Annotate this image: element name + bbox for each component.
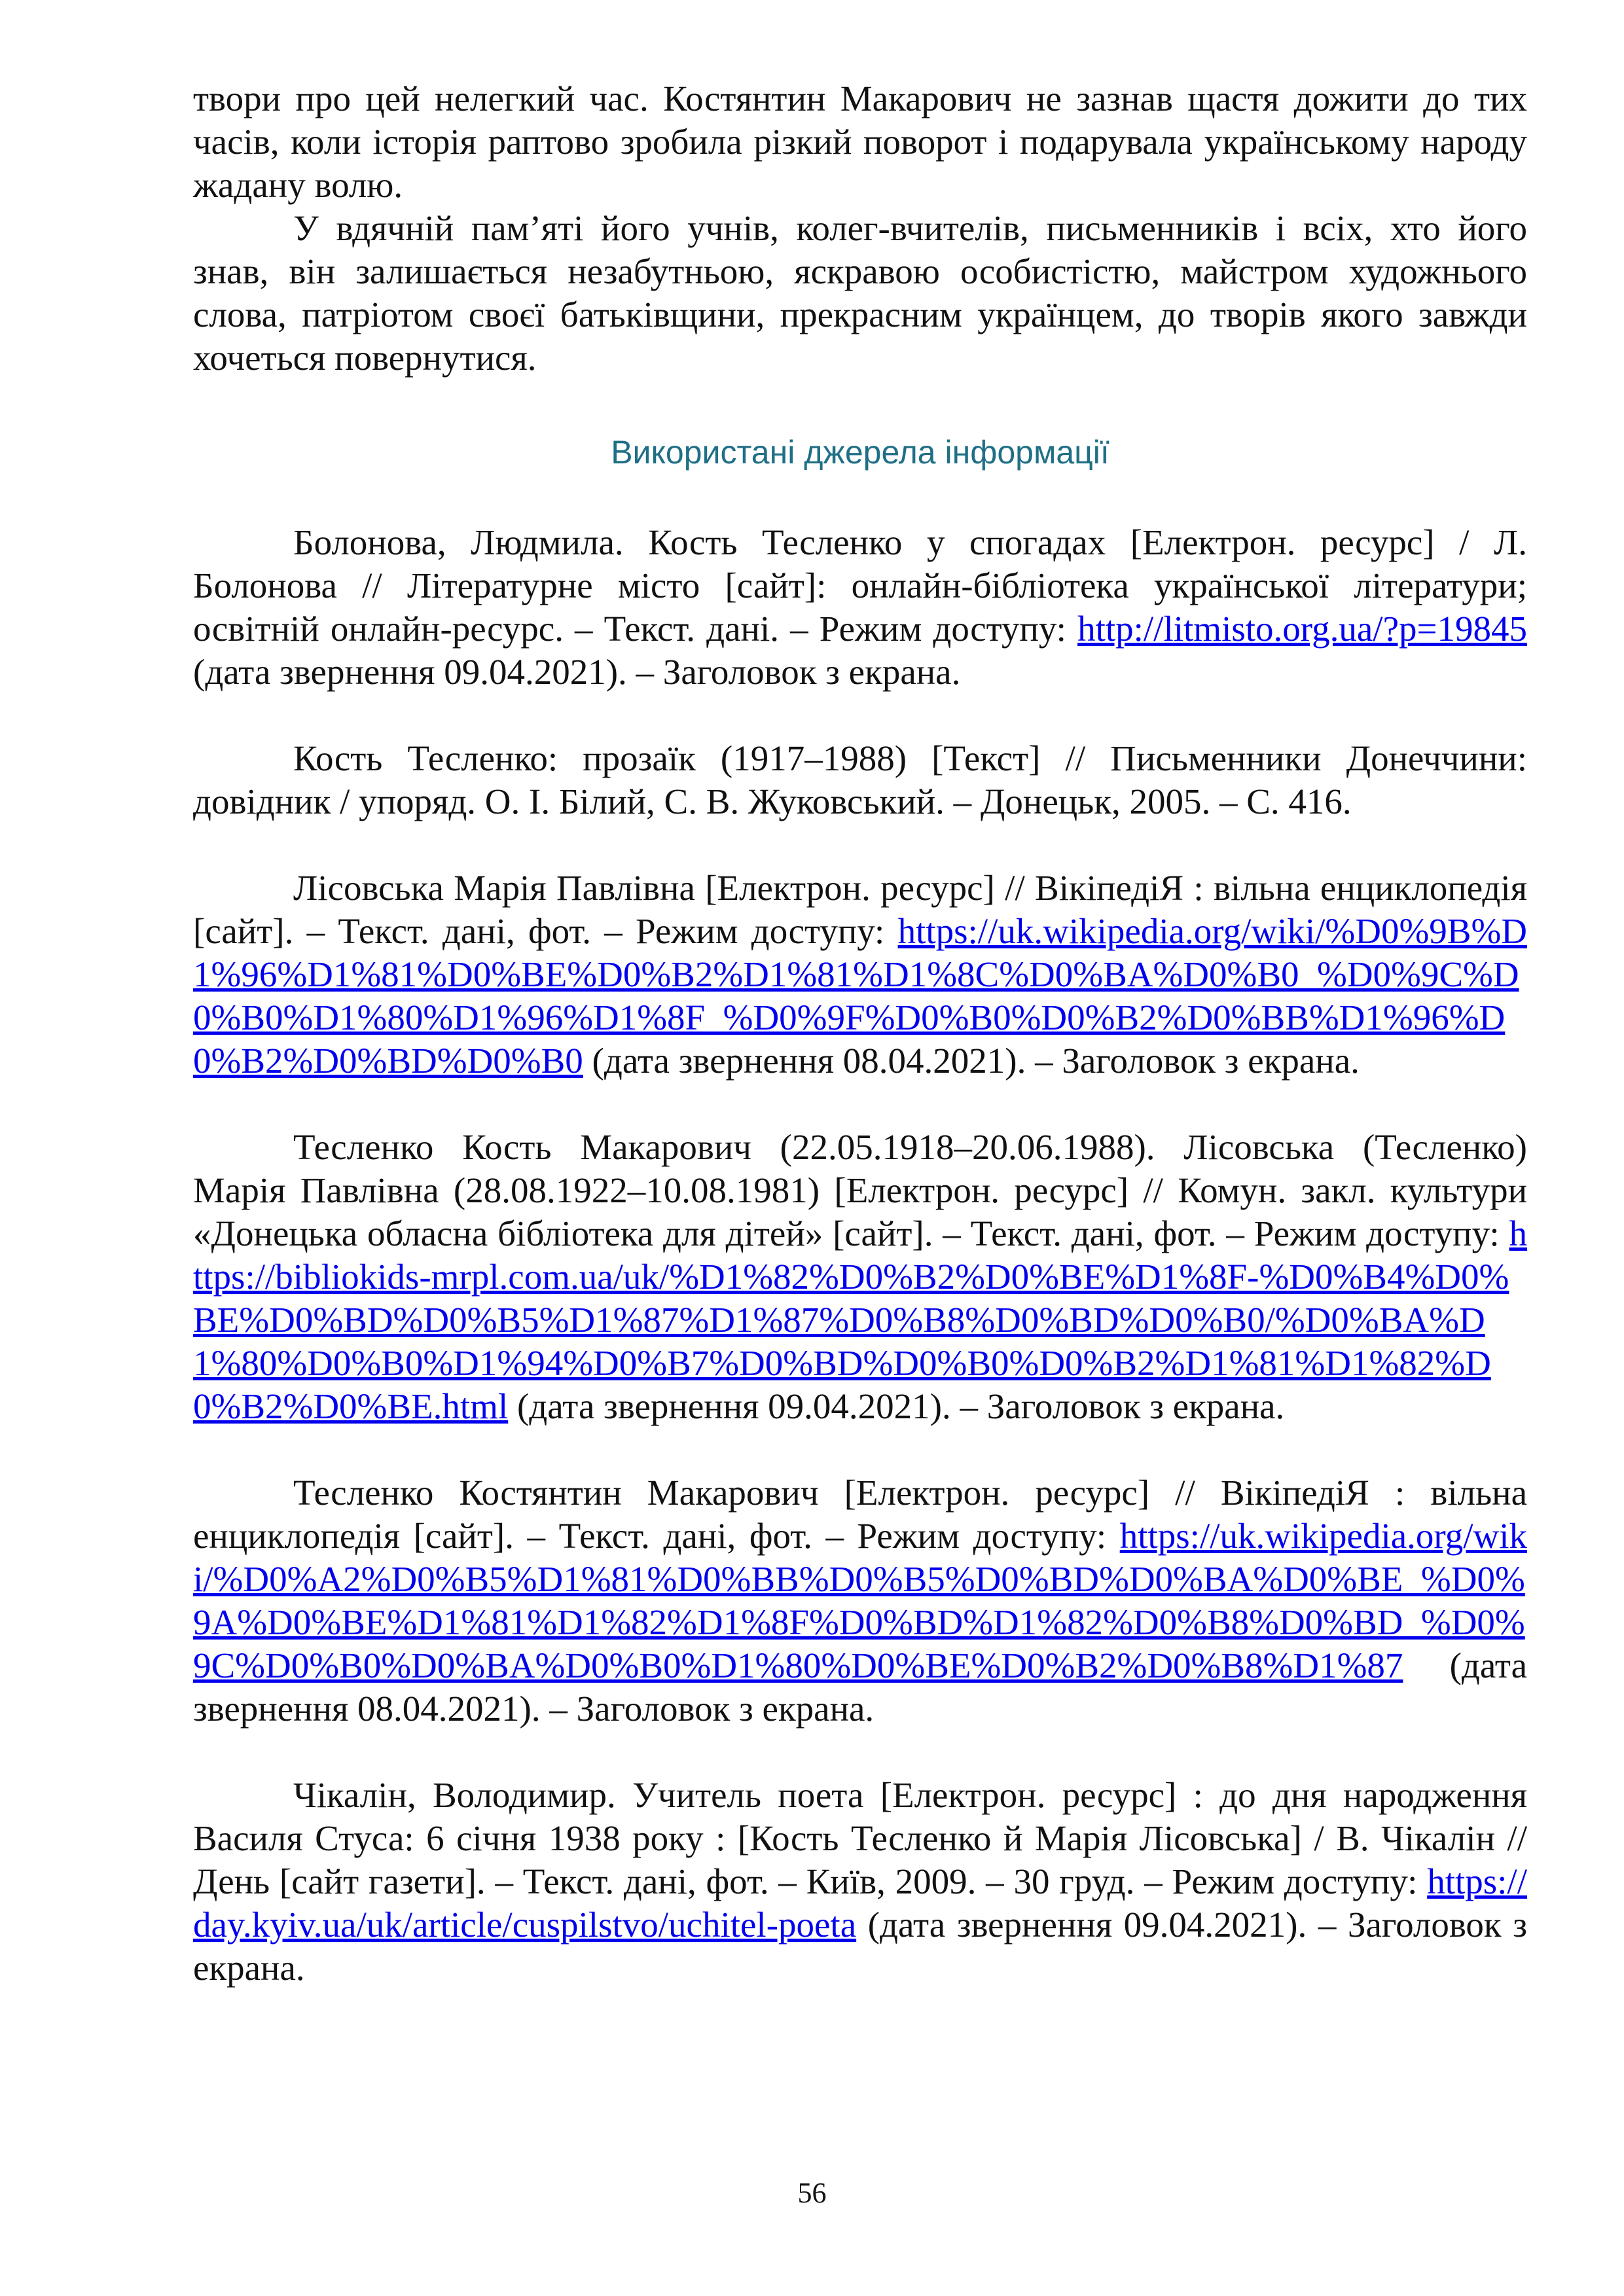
reference-text: Чікалін, Володимир. Учитель поета [Електрон. ресурс] : до дня народження Василя Стуса: 6 січня 1938 року : [Кость Тесленко й Марія Лісовська] / В. Чікалін // День [сайт газети]. – Текст. дані, фот. – Київ, 2009. – 30 груд. – Режим доступу: xyxy=(193,1775,1527,1901)
reference-item-5 xyxy=(193,1471,1527,1731)
reference-text: (дата звернення 08.04.2021). – Заголовок з екрана. xyxy=(193,1645,1527,1729)
reference-text: Кость Тесленко: прозаїк (1917–1988) [Текст] // Письменники Донеччини: довідник / упоряд. О. І. Білий, С. В. Жуковський. – Донецьк, 2005. – С. 416. xyxy=(193,738,1527,821)
reference-item-4 xyxy=(193,1126,1527,1428)
reference-link[interactable]: https://bibliokids-mrpl.com.ua/uk/%D1%82%D0%B2%D0%BE%D1%8F-%D0%B4%D0%BE%D0%BD%D0%B5%D1%87%D1%87%D0%B8%D0%BD%D0%B0/%D0%BA%D1%80%D0%B0%D1%94%D0%B7%D0%BD%D0%B0%D0%B2%D1%81%D1%82%D0%B2%D0%BE.html xyxy=(193,1213,1527,1426)
reference-text: (дата звернення 09.04.2021). – Заголовок з екрана. xyxy=(193,652,961,692)
reference-text: Тесленко Кость Макарович (22.05.1918–20.06.1988). Лісовська (Тесленко) Марія Павлівна (28.08.1922–10.08.1981) [Електрон. ресурс] // Комун. закл. культури «Донецька обласна бібліотека для дітей» [сайт]. – Текст. дані, фот. – Режим доступу: xyxy=(193,1127,1527,1253)
reference-text: Тесленко Костянтин Макарович [Електрон. ресурс] // ВікіпедіЯ : вільна енциклопедія [сайт]. – Текст. дані, фот. – Режим доступу: xyxy=(193,1473,1527,1556)
intro-paragraph-memory: У вдячній пам’яті його учнів, колег-вчителів, письменників і всіх, хто його знав, він залишається незабутньою, яскравою особистістю, майстром художнього слова, патріотом своєї батьківщини, прекрасним українцем, до творів якого завжди хочеться повернутися. xyxy=(193,208,1527,378)
reference-list xyxy=(193,521,1527,1990)
intro-paragraph-continuation: твори про цей нелегкий час. Костянтин Макарович не зазнав щастя дожити до тих часів, коли історія раптово зробила різкий поворот і подарувала українському народу жадану волю. xyxy=(193,79,1527,205)
reference-link[interactable]: https://day.kyiv.ua/uk/article/cuspilstvo/uchitel-poeta xyxy=(193,1861,1527,1945)
page-number: 56 xyxy=(797,2177,827,2209)
document-page xyxy=(193,77,1527,2033)
reference-text: (дата звернення 09.04.2021). – Заголовок з екрана. xyxy=(193,1905,1527,1988)
reference-item-3 xyxy=(193,867,1527,1083)
reference-link[interactable]: http://litmisto.org.ua/?p=19845 xyxy=(1077,609,1527,649)
reference-text: (дата звернення 08.04.2021). – Заголовок з екрана. xyxy=(583,1041,1360,1081)
reference-item-1 xyxy=(193,521,1527,694)
reference-link[interactable]: https://uk.wikipedia.org/wiki/%D0%9B%D1%96%D1%81%D0%BE%D0%B2%D1%81%D1%8C%D0%BA%D0%B0_%D0%9C%D0%B0%D1%80%D1%96%D1%8F_%D0%9F%D0%B0%D0%B2%D0%BB%D1%96%D0%B2%D0%BD%D0%B0 xyxy=(193,911,1527,1081)
reference-text: Болонова, Людмила. Кость Тесленко у спогадах [Електрон. ресурс] / Л. Болонова // Літературне місто [сайт]: онлайн-бібліотека української літератури; освітній онлайн-ресурс. – Текст. дані. – Режим доступу: xyxy=(193,522,1527,649)
reference-link[interactable]: https://uk.wikipedia.org/wiki/%D0%A2%D0%B5%D1%81%D0%BB%D0%B5%D0%BD%D0%BA%D0%BE_%D0%9A%D0%BE%D1%81%D1%82%D1%8F%D0%BD%D1%82%D0%B8%D0%BD_%D0%9C%D0%B0%D0%BA%D0%B0%D1%80%D0%BE%D0%B2%D0%B8%D1%87 xyxy=(193,1516,1527,1685)
reference-text: Лісовська Марія Павлівна [Електрон. ресурс] // ВікіпедіЯ : вільна енциклопедія [сайт]. – Текст. дані, фот. – Режим доступу: xyxy=(193,868,1527,951)
reference-item-2 xyxy=(193,737,1527,823)
reference-item-6 xyxy=(193,1774,1527,1990)
sources-heading: Використані джерела інформації xyxy=(611,434,1110,471)
reference-text: (дата звернення 09.04.2021). – Заголовок з екрана. xyxy=(508,1386,1285,1426)
